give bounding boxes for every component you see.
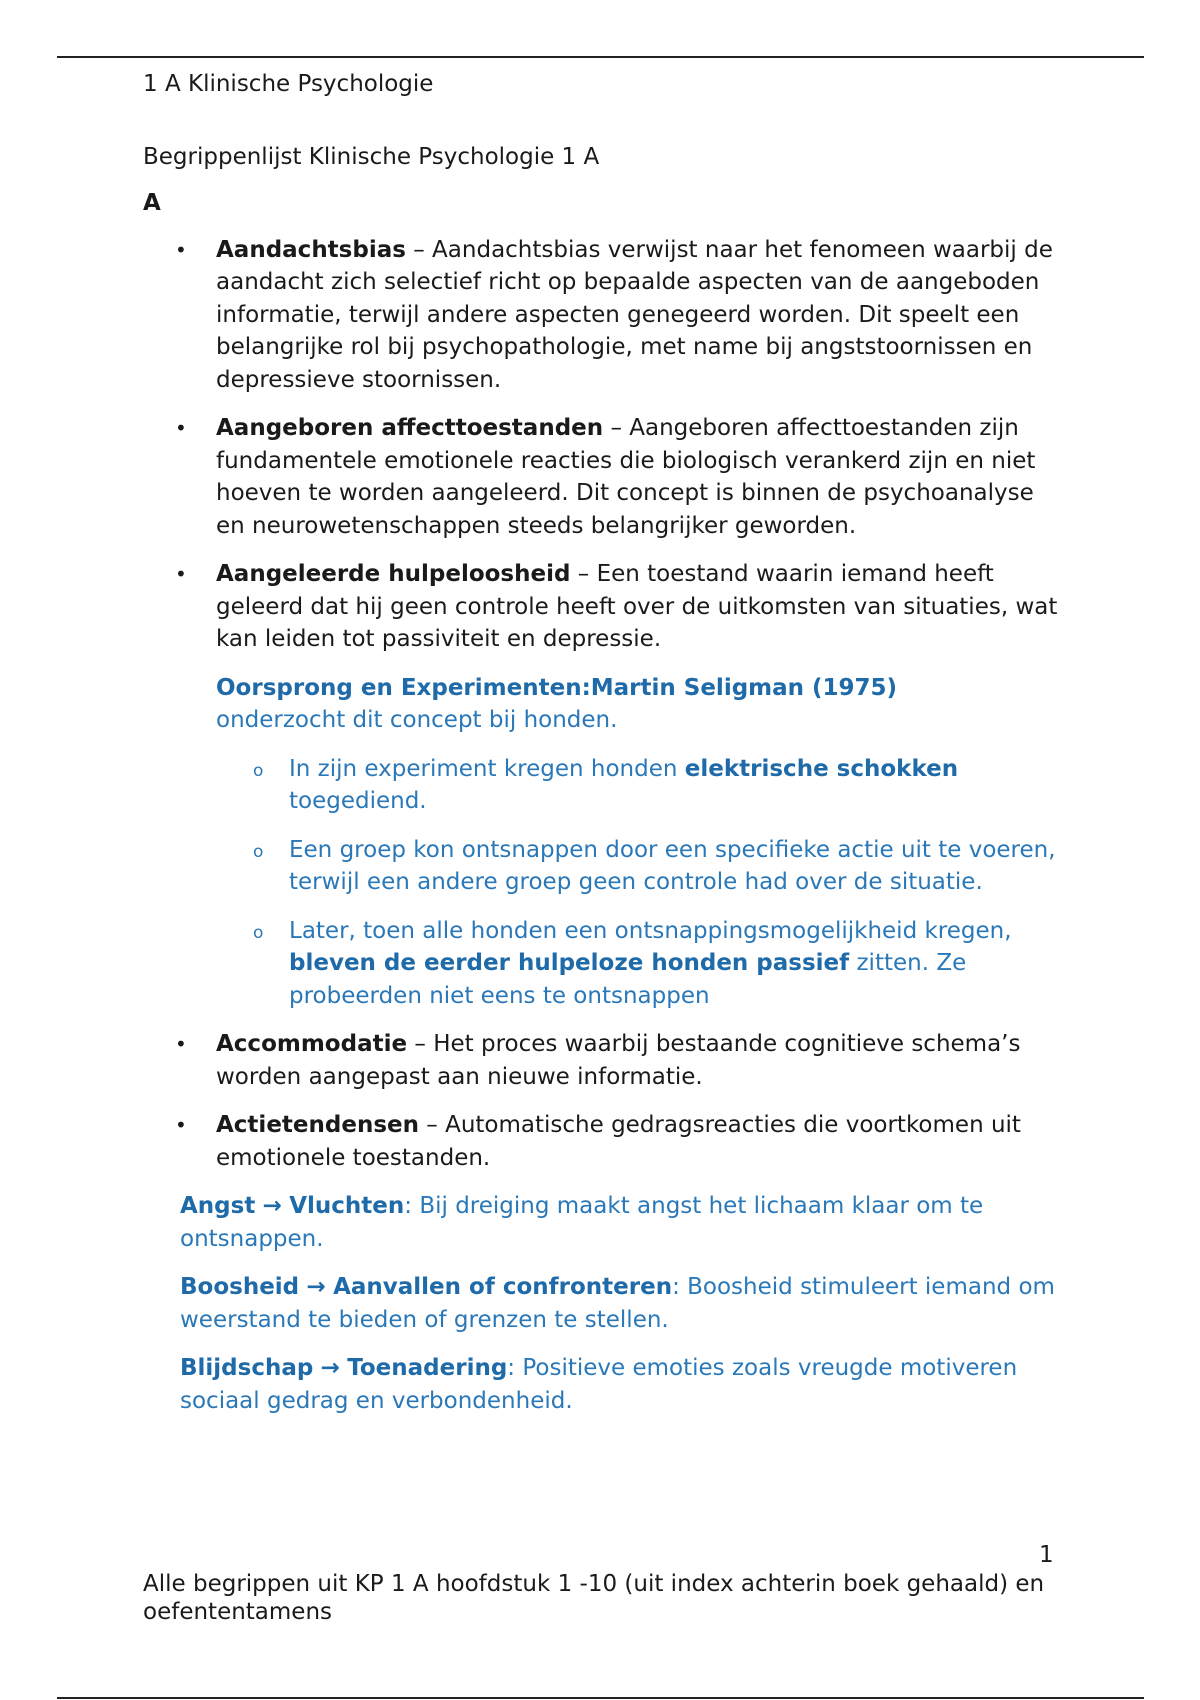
term-item xyxy=(143,234,1063,397)
term-item xyxy=(143,412,1063,542)
arrow-right-icon: → xyxy=(320,1355,340,1381)
action-description: : Bij dreiging maakt angst het lichaam klaar om te ontsnappen. xyxy=(180,1193,984,1252)
experiment-item xyxy=(216,753,1063,818)
experiment-emphasis: bleven de eerder hulpeloze honden passief xyxy=(289,950,850,976)
experiment-emphasis: elektrische schokken xyxy=(684,755,959,782)
action-label: Toenadering xyxy=(347,1355,508,1381)
term-definition: – Automatische gedragsreacties die voortkomen uit emotionele toestanden. xyxy=(216,1112,1021,1171)
footer-rule xyxy=(57,1697,1144,1699)
experiment-item xyxy=(216,834,1063,899)
term-definition: – Aandachtsbias verwijst naar het fenomeen waarbij de aandacht zich selectief richt op bepaalde aspecten van de aangeboden informatie, terwijl andere aspecten genegeerd worden. Dit speelt een belangrijke rol bij psychopathologie, met name bij angststoornissen en depressieve stoornissen. xyxy=(216,236,1053,393)
arrow-right-icon: → xyxy=(262,1193,282,1219)
section-letter: A xyxy=(143,190,161,216)
term-label: Aangeboren affecttoestanden xyxy=(216,415,604,441)
action-tendency-item xyxy=(180,1190,1063,1255)
arrow-right-icon: → xyxy=(306,1274,326,1300)
experiment-text: zitten. Ze probeerden niet eens te ontsnappen xyxy=(289,950,967,1009)
term-label: Actietendensen xyxy=(216,1112,419,1138)
bullet-icon: • xyxy=(175,237,187,262)
page-footer: Alle begrippen uit KP 1 A hoofdstuk 1 -10 (uit index achterin boek gehaald) en oefententamens xyxy=(143,1571,1045,1625)
term-item xyxy=(143,558,1063,1012)
bullet-icon: • xyxy=(175,416,187,440)
experiment-text: Later, toen alle honden een ontsnappingsmogelijkheid kregen, xyxy=(289,917,1012,944)
action-description: : Boosheid stimuleert iemand om weerstand te bieden of grenzen te stellen. xyxy=(180,1274,1055,1333)
experiment-block xyxy=(216,672,1063,737)
action-tendency-list xyxy=(143,1190,1063,1417)
term-item xyxy=(143,1109,1063,1174)
term-definition: – Aangeboren affecttoestanden zijn fundamentele emotionele reacties die biologisch verankerd zijn en niet hoeven te worden aangeleerd. Dit concept is binnen de psychoanalyse en neurowetenschappen steeds belangrijker geworden. xyxy=(216,415,1036,539)
term-label: Accommodatie xyxy=(216,1031,408,1057)
bullet-icon: • xyxy=(175,1113,187,1137)
action-label: Vluchten xyxy=(289,1193,405,1219)
emotion-label: Boosheid xyxy=(180,1274,300,1300)
term-list xyxy=(143,234,1063,1175)
header-rule xyxy=(57,56,1144,58)
circle-bullet-icon: o xyxy=(253,922,264,943)
experiment-text: Een groep kon ontsnappen door een specifieke actie uit te voeren, terwijl een andere groep geen controle had over de situatie. xyxy=(289,836,1056,895)
experiment-list xyxy=(216,753,1063,1013)
term-definition: – Het proces waarbij bestaande cognitieve schema’s worden aangepast aan nieuwe informatie. xyxy=(216,1031,1021,1090)
document-page xyxy=(143,68,1063,1433)
circle-bullet-icon: o xyxy=(253,760,264,781)
document-title: Begrippenlijst Klinische Psychologie 1 A xyxy=(143,143,600,170)
running-header: 1 A Klinische Psychologie xyxy=(143,71,434,97)
experiment-heading: Oorsprong en Experimenten:Martin Seligman (1975) xyxy=(216,674,898,701)
action-tendency-item xyxy=(180,1271,1063,1336)
emotion-label: Blijdschap xyxy=(180,1355,314,1381)
term-label: Aandachtsbias xyxy=(216,236,406,263)
circle-bullet-icon: o xyxy=(253,841,264,862)
experiment-text: toegediend. xyxy=(289,788,427,814)
term-definition: – Een toestand waarin iemand heeft geleerd dat hij geen controle heeft over de uitkomsten van situaties, wat kan leiden tot passiviteit en depressie. xyxy=(216,561,1058,652)
bullet-icon: • xyxy=(175,1032,187,1056)
action-tendency-item xyxy=(180,1352,1063,1417)
experiment-intro: onderzocht dit concept bij honden. xyxy=(216,707,618,733)
experiment-item xyxy=(216,915,1063,1013)
term-label: Aangeleerde hulpeloosheid xyxy=(216,561,571,587)
page-number: 1 xyxy=(1039,1542,1054,1568)
experiment-text: In zijn experiment kregen honden xyxy=(289,755,685,782)
emotion-label: Angst xyxy=(180,1193,256,1219)
bullet-icon: • xyxy=(175,562,187,586)
action-description: : Positieve emoties zoals vreugde motiveren sociaal gedrag en verbondenheid. xyxy=(180,1355,1018,1414)
term-item xyxy=(143,1028,1063,1093)
action-label: Aanvallen of confronteren xyxy=(333,1274,673,1300)
